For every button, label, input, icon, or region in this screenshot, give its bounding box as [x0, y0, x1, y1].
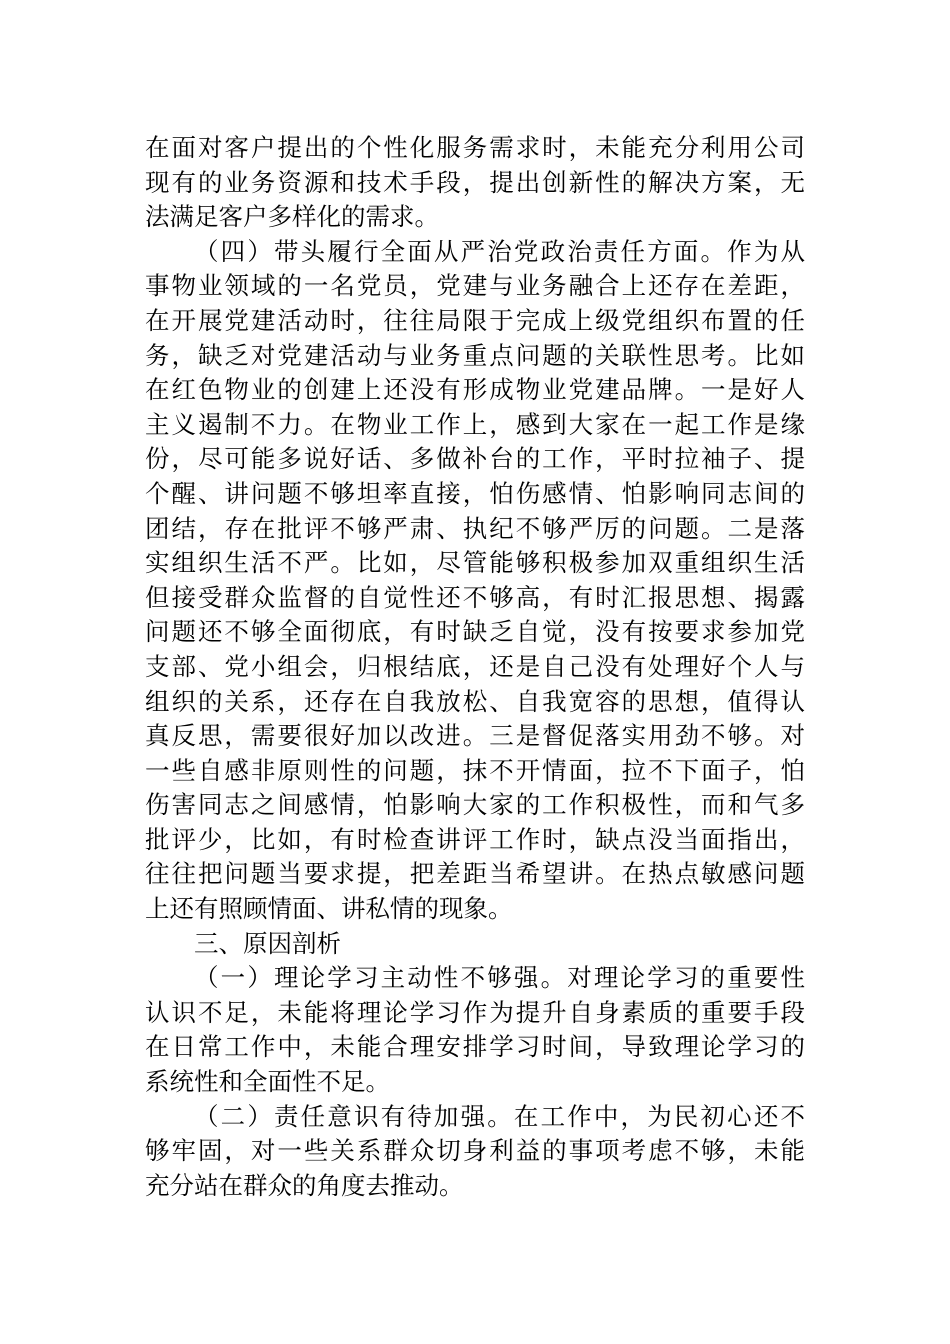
text-line: 够牢固，对一些关系群众切身利益的事项考虑不够，未能: [145, 1136, 805, 1166]
text-line: 法满足客户多样化的需求。: [145, 202, 439, 232]
text-line: 三、原因剖析: [194, 928, 341, 958]
text-line: 份，尽可能多说好话、多做补台的工作，平时拉袖子、提: [145, 444, 805, 474]
text-line: 在开展党建活动时，往往局限于完成上级党组织布置的任: [145, 305, 805, 335]
text-line: （四）带头履行全面从严治党政治责任方面。作为从: [194, 236, 805, 266]
text-line: 在面对客户提出的个性化服务需求时，未能充分利用公司: [145, 133, 805, 162]
text-line: 个醒、讲问题不够坦率直接，怕伤感情、怕影响同志间的: [145, 478, 805, 508]
paragraph: [145, 961, 805, 1099]
text-line: 认识不足，未能将理论学习作为提升自身素质的重要手段: [145, 997, 805, 1027]
text-line: 实组织生活不严。比如，尽管能够积极参加双重组织生活: [145, 548, 805, 578]
text-line: 真反思，需要很好加以改进。三是督促落实用劲不够。对: [145, 721, 805, 751]
paragraph: [145, 131, 805, 235]
text-line: 组织的关系，还存在自我放松、自我宽容的思想，值得认: [145, 686, 805, 716]
text-line: 事物业领域的一名党员，党建与业务融合上还存在差距，: [145, 271, 805, 301]
document-body: [145, 131, 805, 1203]
text-line: 一些自感非原则性的问题，抹不开情面，拉不下面子，怕: [145, 755, 805, 785]
text-line: 伤害同志之间感情，怕影响大家的工作积极性，而和气多: [145, 790, 805, 820]
text-line: 务，缺乏对党建活动与业务重点问题的关联性思考。比如: [145, 340, 805, 370]
text-line: 团结，存在批评不够严肃、执纪不够严厉的问题。二是落: [145, 513, 805, 543]
text-line: 问题还不够全面彻底，有时缺乏自觉，没有按要求参加党: [145, 617, 805, 647]
paragraph: [145, 235, 805, 927]
section-heading: [145, 927, 805, 962]
text-line: 批评少，比如，有时检查讲评工作时，缺点没当面指出，: [145, 824, 805, 854]
text-line: 往往把问题当要求提，把差距当希望讲。在热点敏感问题: [145, 859, 805, 889]
text-line: 支部、党小组会，归根结底，还是自己没有处理好个人与: [145, 651, 805, 681]
text-line: 但接受群众监督的自觉性还不够高，有时汇报思想、揭露: [145, 582, 805, 612]
text-line: 在红色物业的创建上还没有形成物业党建品牌。一是好人: [145, 375, 805, 405]
text-line: 上还有照顾情面、讲私情的现象。: [145, 894, 513, 924]
text-line: 主义遏制不力。在物业工作上，感到大家在一起工作是缘: [145, 409, 805, 439]
paragraph: [145, 1100, 805, 1204]
text-line: 系统性和全面性不足。: [145, 1067, 390, 1097]
text-line: 在日常工作中，未能合理安排学习时间，导致理论学习的: [145, 1032, 805, 1062]
text-line: 现有的业务资源和技术手段，提出创新性的解决方案，无: [145, 167, 805, 197]
text-line: 充分站在群众的角度去推动。: [145, 1170, 464, 1200]
text-line: （二）责任意识有待加强。在工作中，为民初心还不: [194, 1101, 805, 1131]
text-line: （一）理论学习主动性不够强。对理论学习的重要性: [194, 963, 805, 993]
